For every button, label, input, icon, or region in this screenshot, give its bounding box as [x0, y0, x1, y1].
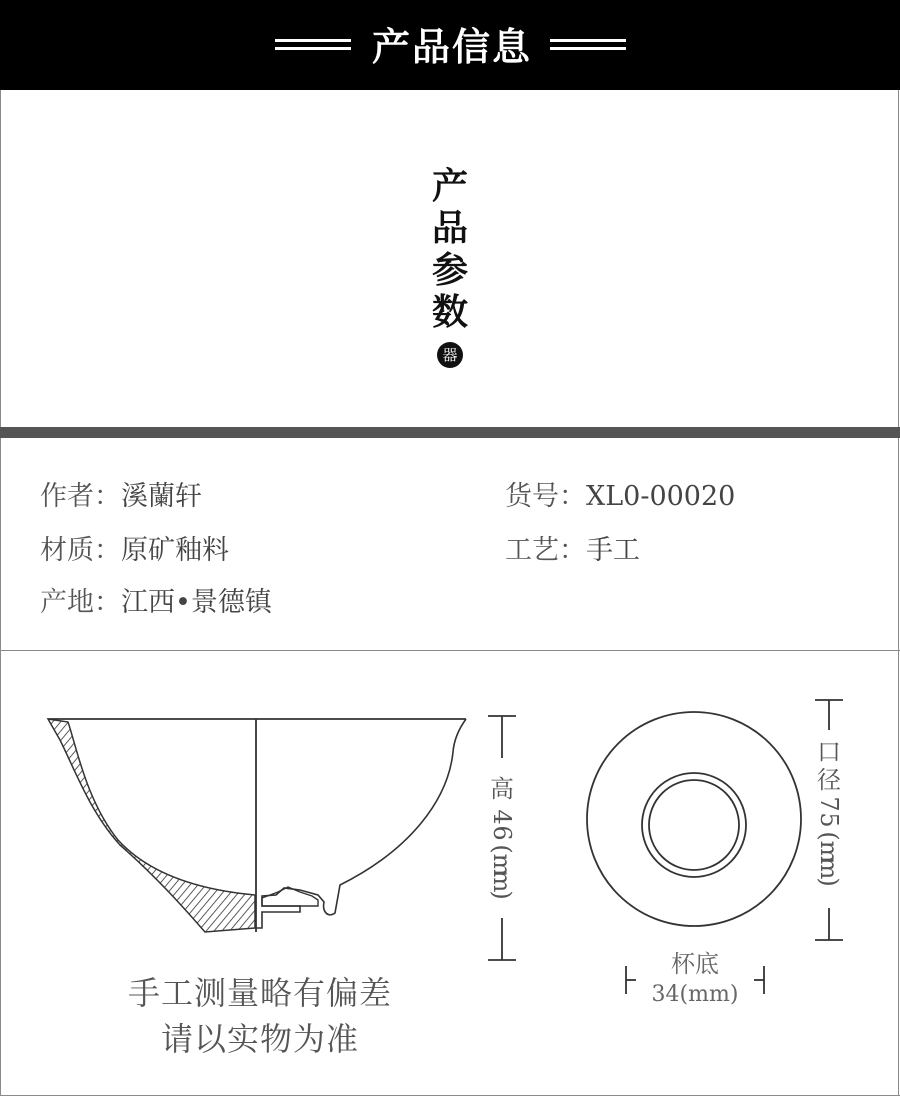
height-label-char: ( — [488, 844, 516, 854]
info-craft-value: 手工 — [586, 535, 640, 566]
info-material-label: 材质： — [40, 535, 121, 566]
measurement-note-line1: 手工测量略有偏差 — [127, 974, 392, 1012]
base-value: 34(mm) — [651, 982, 739, 1007]
height-label-char: m — [488, 869, 516, 893]
seal-badge: 器 — [437, 342, 463, 368]
cup-rim-circle — [587, 712, 801, 926]
diameter-label-char: 5 — [815, 812, 843, 828]
info-author-value: 溪蘭轩 — [121, 481, 202, 512]
info-material-value: 原矿釉料 — [121, 535, 229, 566]
section-title-char: 参 — [431, 250, 468, 291]
base-label: 杯底 — [671, 950, 719, 978]
info-sku-value: XL0-00020 — [586, 481, 736, 512]
diameter-label-char: 径 — [817, 766, 841, 794]
diameter-label-char: 口 — [817, 738, 841, 766]
diameter-label-char: m — [815, 840, 843, 864]
banner-title: 产品信息 — [371, 25, 532, 69]
measurement-note-line2: 请以实物为准 — [160, 1020, 359, 1058]
diameter-label-char: 7 — [815, 796, 843, 812]
height-label-char: 4 — [488, 809, 516, 825]
info-sku-label: 货号： — [505, 481, 586, 512]
height-label-char: 高 — [490, 775, 514, 803]
diameter-label-char: ( — [815, 831, 843, 841]
cup-base-outer-circle — [642, 773, 746, 877]
diameter-label-char: m — [815, 856, 843, 880]
height-label-char: ) — [488, 890, 516, 900]
info-author-label: 作者： — [40, 481, 121, 512]
diameter-label-char: ) — [815, 877, 843, 887]
bowl-foot-detail — [262, 887, 318, 906]
height-label-char: m — [488, 853, 516, 877]
bowl-outer-profile — [256, 719, 466, 928]
info-origin-value: 江西•景德镇 — [121, 587, 272, 618]
info-origin-label: 产地： — [40, 587, 121, 618]
section-title-char: 数 — [431, 292, 468, 333]
bowl-wall-section — [48, 719, 255, 932]
height-label-char: 6 — [488, 825, 516, 841]
cup-base-inner-circle — [649, 780, 739, 870]
section-title-char: 品 — [431, 208, 468, 249]
info-craft-label: 工艺： — [505, 535, 586, 566]
section-title-char: 产 — [431, 166, 468, 207]
